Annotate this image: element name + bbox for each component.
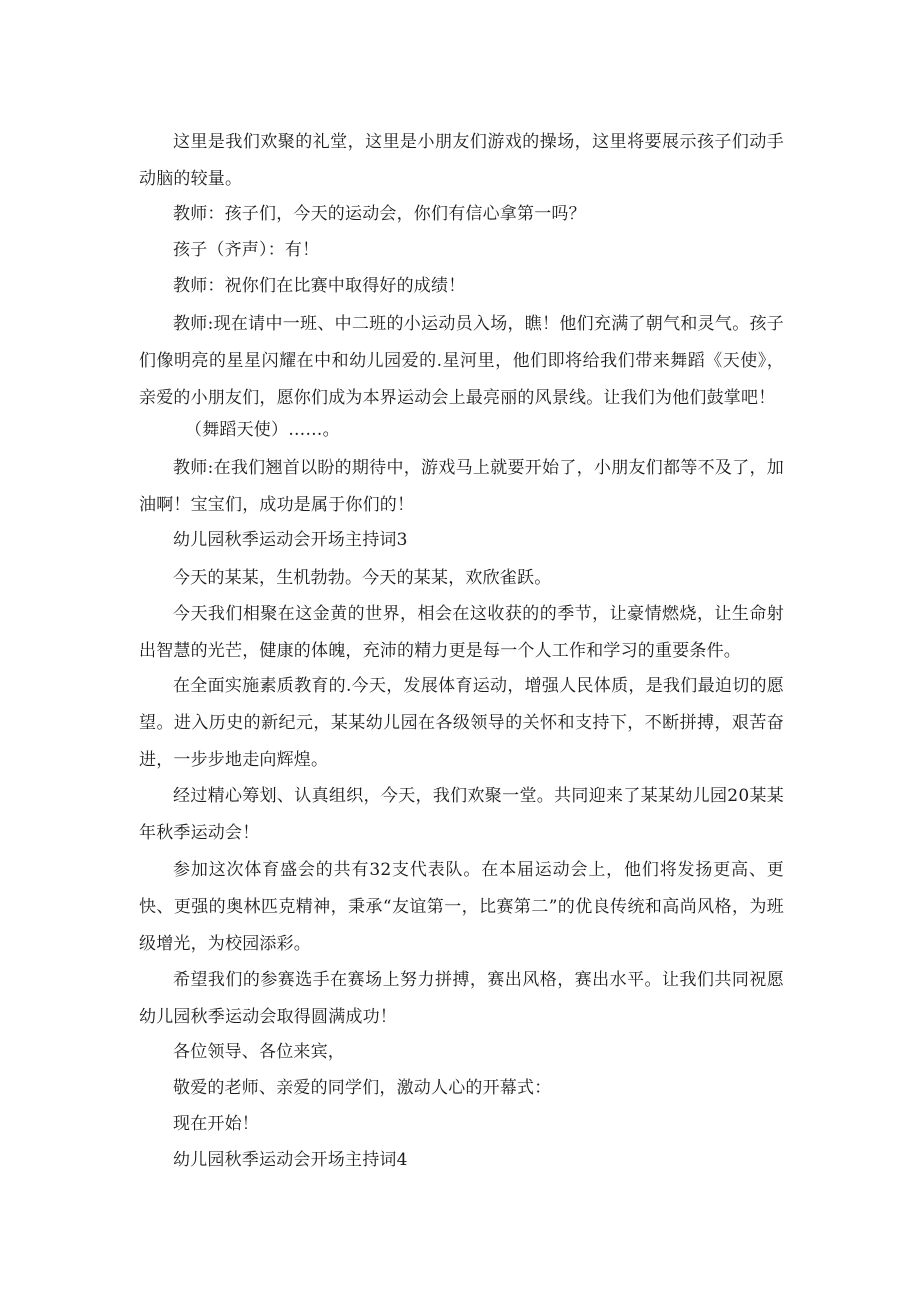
paragraph-teachers-students: 敬爱的老师、亲爱的同学们，激动人心的开幕式： [173, 1078, 552, 1098]
paragraph-teacher-game-start: 教师:在我们翘首以盼的期待中，游戏马上就要开始了，小朋友们都等不及了，加油啊！宝宝们，成功是属于你们的！ [139, 458, 784, 515]
section-heading-3: 幼儿园秋季运动会开场主持词3 [173, 530, 408, 550]
paragraph-teacher-entrance: 教师:现在请中一班、中二班的小运动员入场，瞧！他们充满了朝气和灵气。孩子们像明亮的星星闪耀在中和幼儿园爱的.星河里，他们即将给我们带来舞蹈《天使》，亲爱的小朋友们，愿你们成为本界运动会上最亮丽的风景线。让我们为他们鼓掌吧！ [139, 314, 784, 408]
paragraph-children-answer: 孩子（齐声）：有！ [173, 240, 320, 260]
paragraph-start-now: 现在开始！ [173, 1114, 259, 1134]
paragraph-quality-education: 在全面实施素质教育的.今天，发展体育运动，增强人民体质，是我们最迫切的愿望。进入历史的新纪元，某某幼儿园在各级领导的关怀和支持下，不断拼搏，艰苦奋进，一步步地走向辉煌。 [139, 676, 784, 770]
paragraph-hope: 希望我们的参赛选手在赛场上努力拼搏，赛出风格，赛出水平。让我们共同祝愿幼儿园秋季运动会取得圆满成功！ [139, 970, 784, 1027]
paragraph-dance-angel: （舞蹈天使）……。 [185, 420, 340, 440]
paragraph-golden-world: 今天我们相聚在这金黄的世界，相会在这收获的的季节，让豪情燃烧，让生命射出智慧的光芒，健康的体魄，充沛的精力更是每一个人工作和学习的重要条件。 [139, 604, 784, 661]
paragraph-teacher-question: 教师：孩子们，今天的运动会，你们有信心拿第一吗？ [173, 204, 586, 224]
paragraph-teacher-wish: 教师：祝你们在比赛中取得好的成绩！ [173, 276, 466, 296]
paragraph-gathering: 经过精心筹划、认真组织，今天，我们欢聚一堂。共同迎来了某某幼儿园20某某年秋季运动会！ [139, 786, 784, 843]
section-heading-4: 幼儿园秋季运动会开场主持词4 [173, 1150, 408, 1170]
paragraph-leaders: 各位领导、各位来宾， [173, 1042, 345, 1062]
paragraph-assembly-hall: 这里是我们欢聚的礼堂，这里是小朋友们游戏的操场，这里将要展示孩子们动手动脑的较量。 [139, 132, 784, 189]
paragraph-teams: 参加这次体育盛会的共有32支代表队。在本届运动会上，他们将发扬更高、更快、更强的奥林匹克精神，秉承“友谊第一，比赛第二”的优良传统和高尚风格，为班级增光，为校园添彩。 [139, 860, 784, 954]
paragraph-today: 今天的某某，生机勃勃。今天的某某，欢欣雀跃。 [173, 568, 552, 588]
